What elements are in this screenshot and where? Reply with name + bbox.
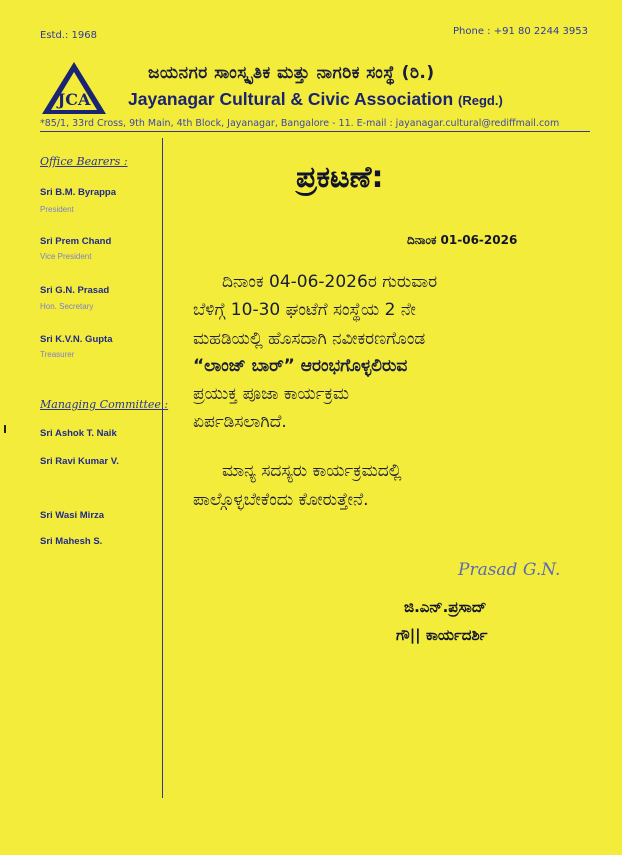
org-name-english bbox=[128, 89, 503, 110]
office-bearer-role: President bbox=[40, 205, 74, 214]
notice-body-line: ದಿನಾಂಕ 04-06-2026ರ ಗುರುವಾರ bbox=[222, 272, 438, 292]
office-bearer-name: Sri K.V.N. Gupta bbox=[40, 334, 113, 345]
notice-date: ದಿನಾಂಕ 01-06-2026 bbox=[407, 233, 518, 247]
office-bearer-name: Sri Prem Chand bbox=[40, 236, 112, 247]
notice-heading: ಪ್ರಕಟಣೆ: bbox=[296, 160, 384, 195]
address-line: *85/1, 33rd Cross, 9th Main, 4th Block, Jayanagar, Bangalore - 11. E-mail : jayanagar.cultural@rediffmail.com bbox=[40, 118, 560, 129]
office-bearers-title: Office Bearers : bbox=[40, 155, 128, 168]
office-bearer-name: Sri B.M. Byrappa bbox=[40, 187, 117, 198]
notice-body-line: ಮಾನ್ಯ ಸದಸ್ಯರು ಕಾರ್ಯಕ್ರಮದಲ್ಲಿ bbox=[222, 461, 402, 481]
org-regd-label: (Regd.) bbox=[458, 93, 503, 108]
notice-body-line: ಪ್ರಯುಕ್ತ ಪೂಜಾ ಕಾರ್ಯಕ್ರಮ bbox=[193, 384, 350, 404]
signatory-name: ಜಿ.ಎನ್.ಪ್ರಸಾದ್ bbox=[404, 598, 487, 616]
committee-member: Sri Mahesh S. bbox=[40, 536, 103, 547]
notice-body-line: ಪಾಲ್ಗೊಳ್ಳಬೇಕೆಂದು ಕೋರುತ್ತೇನೆ. bbox=[193, 490, 369, 510]
association-logo bbox=[40, 60, 108, 116]
committee-member: Sri Ashok T. Naik bbox=[40, 428, 117, 439]
margin-mark bbox=[4, 425, 6, 433]
logo-lettering: JCA bbox=[57, 90, 91, 109]
established-year: Estd.: 1968 bbox=[40, 30, 97, 41]
notice-body-line: “ಲಾಂಜ್ ಬಾರ್” ಆರಂಭಗೊಳ್ಳಲಿರುವ bbox=[193, 356, 408, 376]
org-name-english-text: Jayanagar Cultural & Civic Association bbox=[128, 89, 454, 109]
header-divider bbox=[40, 131, 590, 132]
notice-body-line: ಮಹಡಿಯಲ್ಲಿ ಹೊಸದಾಗಿ ನವೀಕರಣಗೊಂಡ bbox=[193, 329, 426, 349]
managing-committee-title: Managing Committee : bbox=[40, 398, 169, 411]
notice-body-line: ಬೆಳಿಗ್ಗೆ 10-30 ಘಂಟೆಗೆ ಸಂಸ್ಥೆಯ 2 ನೇ bbox=[193, 300, 416, 320]
notice-body-line: ಏರ್ಪಡಿಸಲಾಗಿದೆ. bbox=[193, 412, 287, 432]
committee-member: Sri Wasi Mirza bbox=[40, 510, 105, 521]
office-bearer-role: Vice President bbox=[40, 252, 92, 261]
signatory-title: ಗೌ|| ಕಾರ್ಯದರ್ಶಿ bbox=[396, 626, 488, 644]
phone-number: Phone : +91 80 2244 3953 bbox=[453, 26, 588, 37]
office-bearer-role: Treasurer bbox=[40, 350, 75, 359]
org-name-kannada: ಜಯನಗರ ಸಾಂಸ್ಕೃತಿಕ ಮತ್ತು ನಾಗರಿಕ ಸಂಸ್ಥೆ (ರಿ.) bbox=[148, 63, 435, 83]
office-bearer-role: Hon. Secretary bbox=[40, 302, 94, 311]
handwritten-signature: Prasad G.N. bbox=[458, 560, 561, 580]
committee-member: Sri Ravi Kumar V. bbox=[40, 456, 119, 467]
office-bearer-name: Sri G.N. Prasad bbox=[40, 285, 110, 296]
sidebar-divider bbox=[162, 138, 163, 798]
